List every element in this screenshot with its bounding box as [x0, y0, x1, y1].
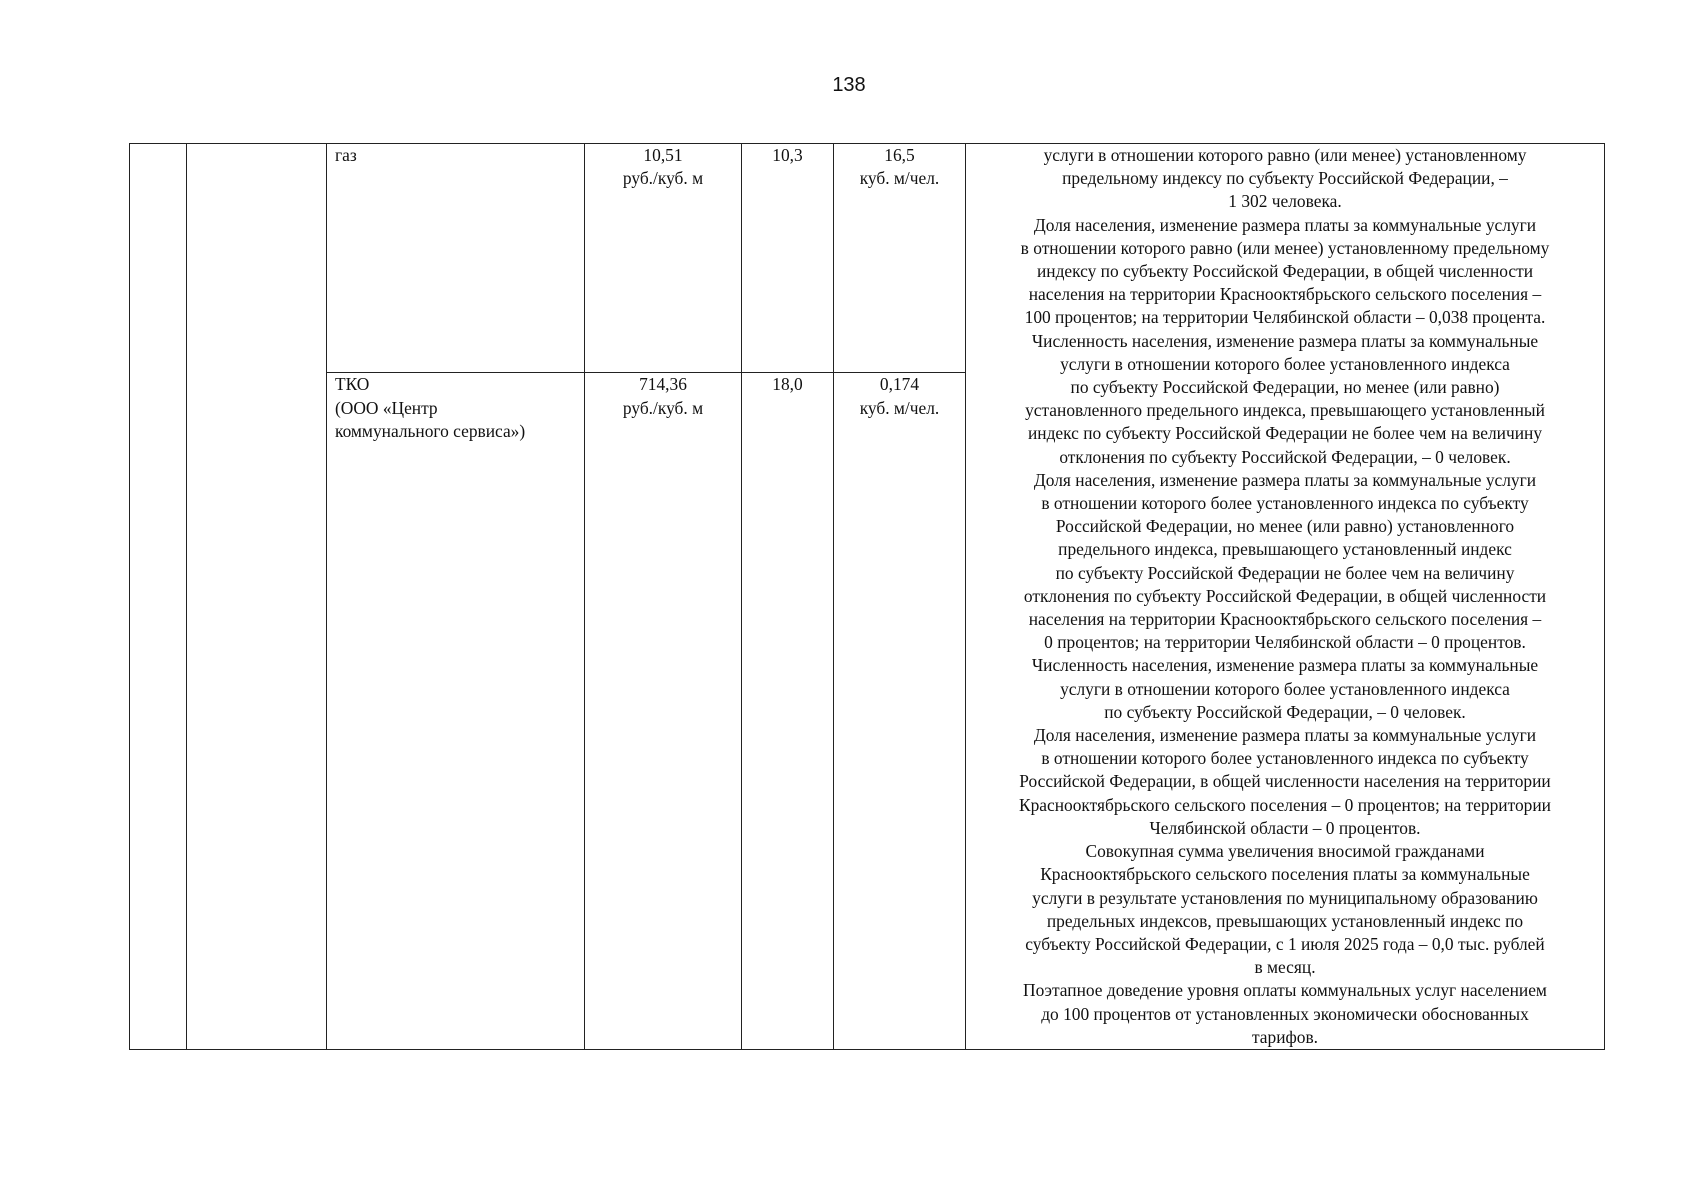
description-line: услуги в результате установления по муниципальному образованию — [1032, 887, 1538, 908]
page-number: 138 — [832, 74, 866, 96]
index-value: 18,0 — [772, 374, 803, 395]
description-line: Совокупная сумма увеличения вносимой гражданами — [1085, 841, 1485, 862]
description-line: Челябинской области – 0 процентов. — [1149, 817, 1421, 838]
table-row — [130, 144, 1605, 373]
description-line: Доля населения, изменение размера платы за коммунальные услуги — [1033, 214, 1537, 235]
row-number-cell — [130, 144, 187, 1050]
service-provider: (ООО «Центр — [335, 397, 438, 418]
description-line: в отношении которого равно (или менее) установленному предельному — [1020, 237, 1550, 258]
description-line: в отношении которого более установленного индекса по субъекту — [1041, 493, 1529, 514]
norm-unit: куб. м/чел. — [859, 397, 940, 418]
norm-value: 16,5 — [884, 145, 915, 165]
description-line: установленного предельного индекса, превышающего установленный — [1025, 400, 1545, 421]
tariff-value: 10,51 — [643, 145, 683, 165]
description-line: субъекту Российской Федерации, с 1 июля 2025 года – 0,0 тыс. рублей — [1025, 933, 1545, 954]
description-line: индекс по субъекту Российской Федерации не более чем на величину — [1027, 423, 1543, 444]
description-text — [976, 144, 1594, 1049]
tariff-cell — [585, 144, 742, 373]
norm-cell — [834, 373, 966, 1049]
service-name: газ — [335, 145, 357, 165]
service-provider: коммунального сервиса») — [335, 420, 526, 441]
description-line: предельного индекса, превышающего установленный индекс — [1058, 539, 1512, 560]
description-line: 100 процентов; на территории Челябинской области – 0,038 процента. — [1024, 307, 1546, 328]
tariff-value: 714,36 — [639, 374, 687, 395]
description-line: Поэтапное доведение уровня оплаты коммунальных услуг населением — [1023, 980, 1547, 1001]
description-line: по субъекту Российской Федерации, – 0 человек. — [1104, 701, 1466, 722]
description-line: Краснооктябрьского сельского поселения платы за коммунальные — [1040, 864, 1530, 885]
norm-unit: куб. м/чел. — [859, 168, 940, 189]
description-line: Российской Федерации, но менее (или равно) установленного — [1055, 516, 1515, 537]
description-line: в отношении которого более установленного индекса по субъекту — [1041, 748, 1529, 769]
description-line: Краснооктябрьского сельского поселения – 0 процентов; на территории — [1019, 794, 1551, 815]
description-line: услуги в отношении которого более установленного индекса — [1060, 678, 1510, 699]
service-name: ТКО — [335, 374, 370, 395]
description-line: Численность населения, изменение размера платы за коммунальные — [1031, 655, 1539, 676]
description-line: Численность населения, изменение размера платы за коммунальные — [1031, 330, 1539, 351]
description-line: услуги в отношении которого более установленного индекса — [1060, 353, 1510, 374]
description-line: отклонения по субъекту Российской Федерации, в общей численности — [1023, 585, 1547, 606]
description-line: по субъекту Российской Федерации не более чем на величину — [1055, 562, 1515, 583]
description-cell — [966, 144, 1605, 1050]
description-line: услуги в отношении которого равно (или менее) установленному — [1043, 145, 1527, 165]
norm-value: 0,174 — [879, 374, 920, 395]
description-line: предельному индексу по субъекту Российской Федерации, – — [1062, 168, 1508, 189]
description-line: населения на территории Краснооктябрьского сельского поселения – — [1028, 284, 1542, 305]
description-line: предельных индексов, превышающих установленный индекс по — [1046, 910, 1524, 931]
description-line: Доля населения, изменение размера платы за коммунальные услуги — [1033, 725, 1537, 746]
description-line: индексу по субъекту Российской Федерации, в общей численности — [1036, 261, 1534, 282]
description-line: отклонения по субъекту Российской Федерации, – 0 человек. — [1059, 446, 1511, 467]
tariff-unit: руб./куб. м — [622, 397, 704, 418]
description-line: Доля населения, изменение размера платы за коммунальные услуги — [1033, 469, 1537, 490]
description-line: 0 процентов; на территории Челябинской области – 0 процентов. — [1044, 632, 1526, 653]
service-cell — [327, 144, 585, 373]
index-cell — [742, 373, 834, 1049]
tariff-cell — [585, 373, 742, 1049]
municipality-cell — [187, 144, 327, 1050]
service-cell — [327, 373, 585, 1049]
tariff-unit: руб./куб. м — [622, 168, 704, 189]
description-line: в месяц. — [1254, 957, 1316, 978]
description-line: по субъекту Российской Федерации, но менее (или равно) — [1070, 377, 1500, 398]
description-line: до 100 процентов от установленных экономически обоснованных — [1041, 1003, 1529, 1024]
description-line: 1 302 человека. — [1228, 191, 1342, 212]
utility-tariff-table — [129, 143, 1605, 1050]
description-line: населения на территории Краснооктябрьского сельского поселения – — [1028, 609, 1542, 630]
index-value: 10,3 — [772, 145, 803, 165]
index-cell — [742, 144, 834, 373]
description-line: Российской Федерации, в общей численности населения на территории — [1019, 771, 1551, 792]
norm-cell — [834, 144, 966, 373]
description-line: тарифов. — [1251, 1026, 1319, 1047]
